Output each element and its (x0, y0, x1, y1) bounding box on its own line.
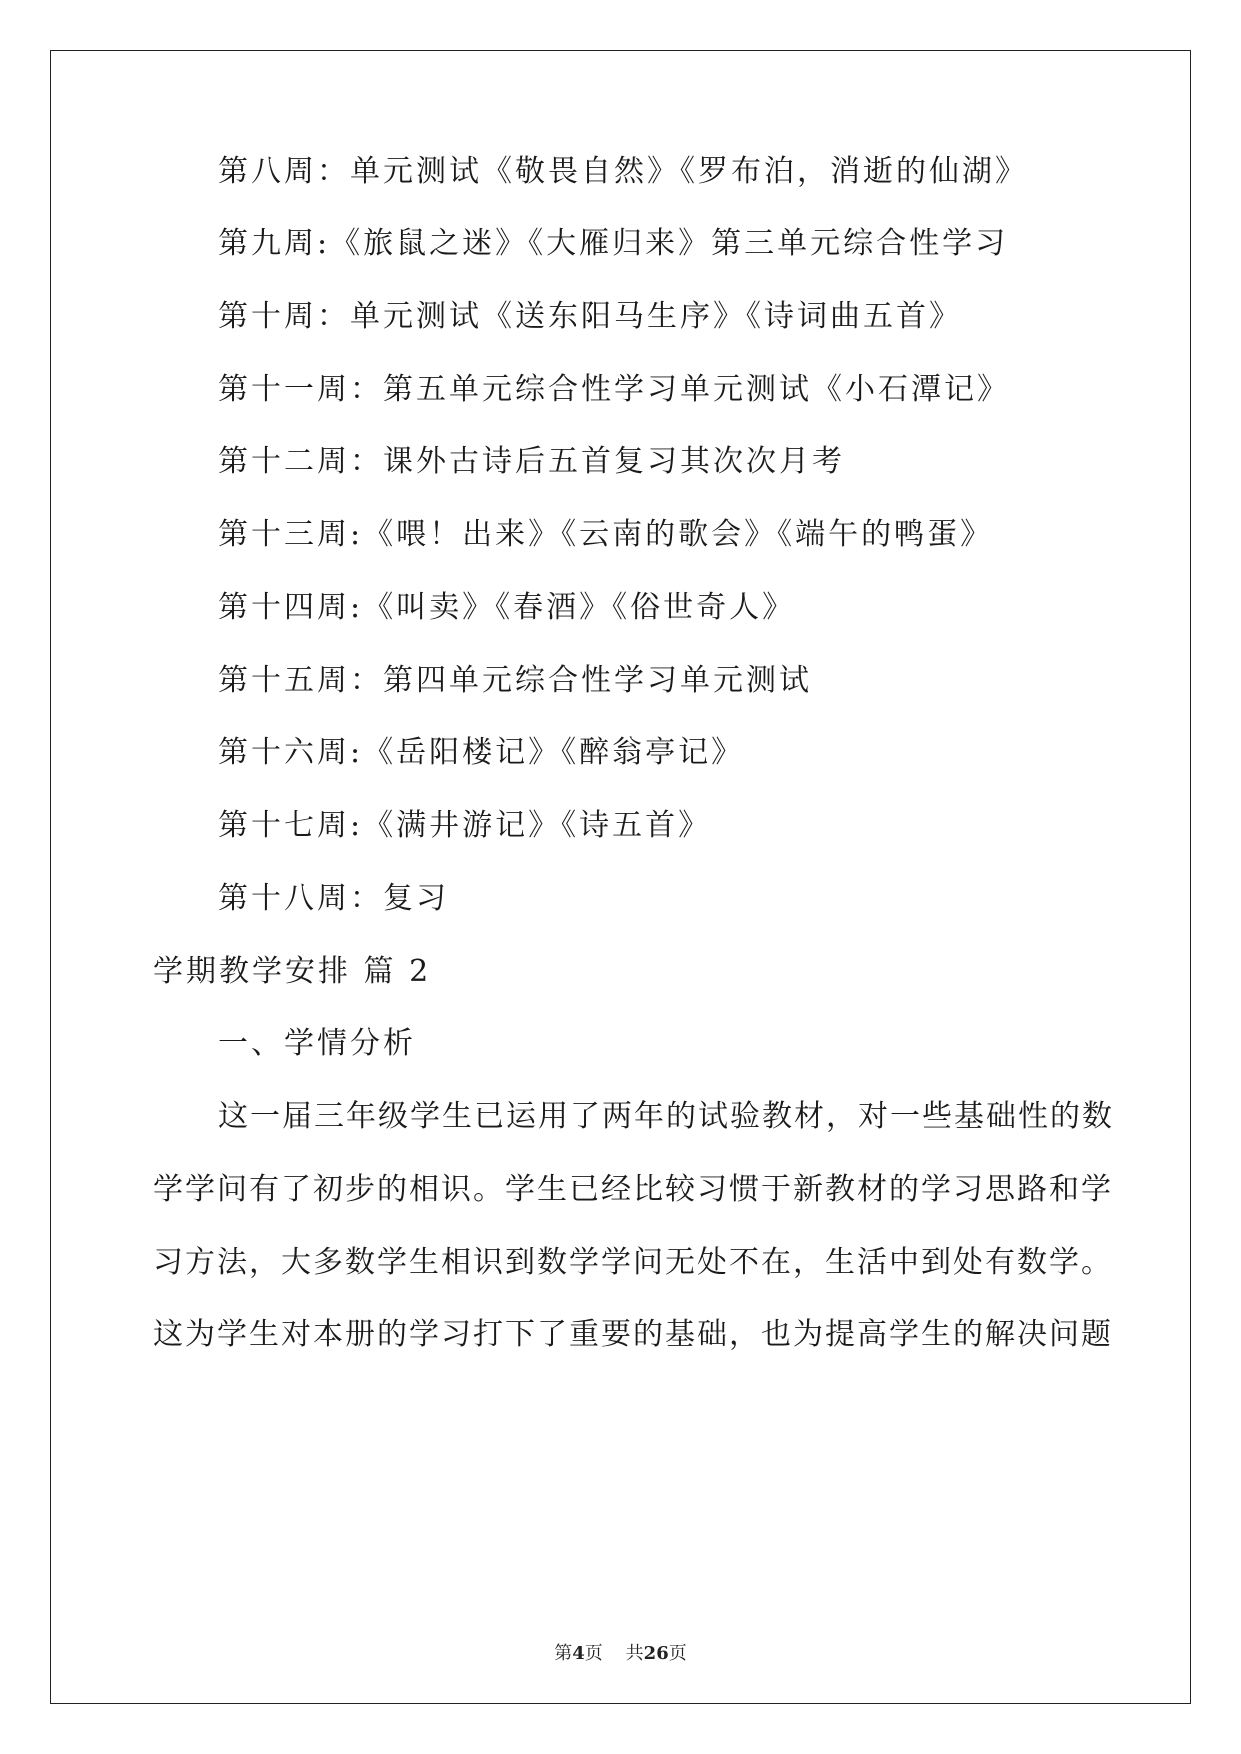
schedule-line-week-12: 第十二周：课外古诗后五首复习其次次月考 (218, 444, 845, 479)
footer-current-page: 4 (572, 1643, 585, 1664)
paragraph-line-2: 学学问有了初步的相识。学生已经比较习惯于新教材的学习思路和学 (153, 1172, 1113, 1207)
schedule-line-week-8: 第八周：单元测试《敬畏自然》《罗布泊，消逝的仙湖》 (218, 154, 1028, 189)
schedule-line-week-9: 第九周:《旅鼠之迷》《大雁归来》第三单元综合性学习 (218, 226, 1009, 261)
footer-mid: 页 共 (584, 1643, 644, 1664)
footer-prefix: 第 (554, 1643, 573, 1664)
paragraph-line-1: 这一届三年级学生已运用了两年的试验教材，对一些基础性的数 (218, 1099, 1114, 1134)
schedule-line-week-13: 第十三周:《喂！出来》《云南的歌会》《端午的鸭蛋》 (218, 517, 994, 552)
schedule-line-week-11: 第十一周：第五单元综合性学习单元测试《小石潭记》 (218, 372, 1010, 407)
section-title: 学期教学安排 篇 2 (153, 954, 432, 989)
schedule-line-week-14: 第十四周:《叫卖》《春酒》《俗世奇人》 (218, 590, 796, 625)
footer-total-pages: 26 (643, 1643, 669, 1664)
footer-suffix: 页 (668, 1643, 687, 1664)
page-footer (0, 1642, 1241, 1666)
subheading: 一、学情分析 (218, 1026, 416, 1061)
schedule-line-week-16: 第十六周:《岳阳楼记》《醉翁亭记》 (218, 735, 745, 770)
schedule-line-week-18: 第十八周：复习 (218, 881, 449, 916)
paragraph-line-4: 这为学生对本册的学习打下了重要的基础，也为提高学生的解决问题 (153, 1317, 1113, 1352)
schedule-line-week-15: 第十五周：第四单元综合性学习单元测试 (218, 663, 812, 698)
schedule-line-week-10: 第十周：单元测试《送东阳马生序》《诗词曲五首》 (218, 299, 962, 334)
paragraph-line-3: 习方法，大多数学生相识到数学学问无处不在，生活中到处有数学。 (153, 1245, 1113, 1280)
schedule-line-week-17: 第十七周:《满井游记》《诗五首》 (218, 808, 712, 843)
